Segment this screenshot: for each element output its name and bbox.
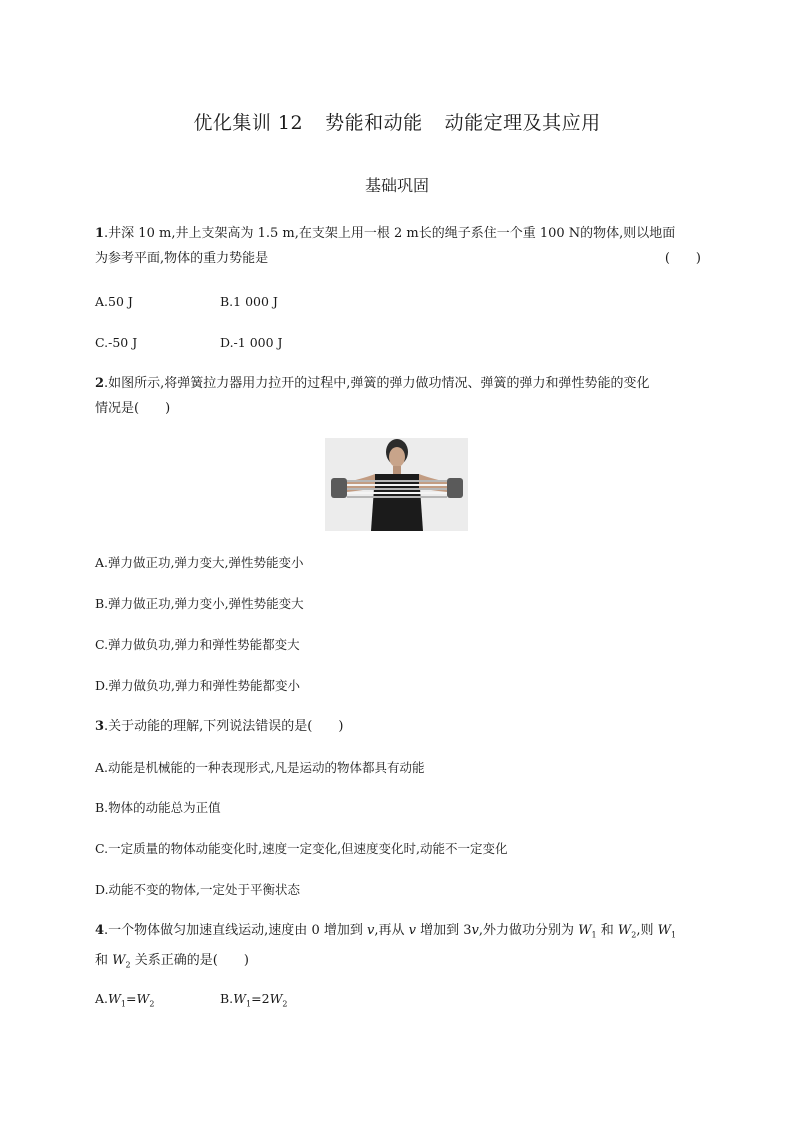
option-letter: B. bbox=[220, 991, 234, 1006]
question-number: 2 bbox=[95, 376, 105, 391]
q4-option-a bbox=[95, 991, 154, 1009]
question-number: 3 bbox=[95, 719, 105, 734]
question-4-line1 bbox=[95, 918, 701, 948]
q2-option-d: D.弹力做负功,弹力和弹性势能都变小 bbox=[95, 678, 301, 693]
page-title bbox=[0, 108, 794, 135]
question-1-line2 bbox=[95, 246, 701, 271]
work-symbol: W bbox=[657, 923, 671, 938]
question-number: 1 bbox=[95, 226, 105, 241]
q2-option-a: A.弹力做正功,弹力变大,弹性势能变小 bbox=[95, 555, 304, 570]
question-text: 情况是( ) bbox=[95, 401, 171, 416]
question-text: .井深 10 m,井上支架高为 1.5 m,在支架上用一根 2 m长的绳子系住一个重 100 N的物体,则以地面 bbox=[104, 226, 676, 241]
question-text: .关于动能的理解,下列说法错误的是( ) bbox=[104, 719, 344, 734]
q1-option-b: B.1 000 J bbox=[220, 294, 278, 309]
q2-option-b: B.弹力做正功,弹力变小,弹性势能变大 bbox=[95, 596, 304, 611]
work-symbol: W bbox=[269, 991, 283, 1006]
subscript: 2 bbox=[631, 930, 637, 940]
equals-sign: = bbox=[125, 991, 137, 1006]
question-number: 4 bbox=[95, 923, 105, 938]
subscript: 1 bbox=[591, 930, 597, 940]
question-3 bbox=[95, 714, 701, 739]
question-text: ,则 bbox=[636, 923, 658, 938]
q3-option-a: A.动能是机械能的一种表现形式,凡是运动的物体都具有动能 bbox=[95, 760, 425, 775]
q4-option-b bbox=[220, 991, 288, 1009]
subscript: 2 bbox=[125, 960, 131, 970]
question-2 bbox=[95, 371, 701, 421]
question-2-line2 bbox=[95, 396, 701, 421]
q2-option-c: C.弹力做负功,弹力和弹性势能都变大 bbox=[95, 637, 300, 652]
work-symbol: W bbox=[578, 923, 592, 938]
velocity-symbol: v bbox=[408, 923, 416, 938]
q1-option-d: D.-1 000 J bbox=[220, 335, 283, 350]
q3-option-c: C.一定质量的物体动能变化时,速度一定变化,但速度变化时,动能不一定变化 bbox=[95, 841, 508, 856]
question-3-line1 bbox=[95, 714, 701, 739]
question-text: 增加到 3 bbox=[415, 923, 472, 938]
subscript: 1 bbox=[670, 930, 677, 940]
question-text: 和 bbox=[596, 923, 618, 938]
title-part-subtopic: 动能定理及其应用 bbox=[444, 112, 601, 134]
work-symbol: W bbox=[136, 991, 150, 1006]
velocity-symbol: v bbox=[471, 923, 479, 938]
man-with-spring-expander-illustration bbox=[325, 438, 468, 531]
section-heading: 基础巩固 bbox=[364, 176, 429, 195]
subscript: 2 bbox=[149, 999, 155, 1009]
subscript: 2 bbox=[282, 999, 288, 1009]
question-text: 关系正确的是( ) bbox=[130, 952, 249, 968]
title-part-topic: 势能和动能 bbox=[325, 112, 423, 134]
q1-option-a: A.50 J bbox=[95, 294, 133, 309]
work-symbol: W bbox=[233, 991, 247, 1006]
question-1 bbox=[95, 221, 701, 271]
subscript: 1 bbox=[120, 999, 126, 1009]
question-2-line1 bbox=[95, 371, 701, 396]
question-text: .如图所示,将弹簧拉力器用力拉开的过程中,弹簧的弹力做功情况、弹簧的弹力和弹性势能的变化 bbox=[104, 376, 650, 391]
work-symbol: W bbox=[112, 952, 126, 968]
title-part-collection: 优化集训 12 bbox=[193, 112, 304, 134]
work-symbol: W bbox=[617, 923, 632, 938]
equals-sign: = bbox=[251, 991, 262, 1006]
question-text: 和 bbox=[95, 952, 113, 968]
work-symbol: W bbox=[108, 991, 121, 1006]
question-1-line1 bbox=[95, 221, 701, 246]
spring-expander-photo bbox=[325, 438, 468, 531]
question-text: 为参考平面,物体的重力势能是 bbox=[95, 251, 269, 266]
subscript: 1 bbox=[246, 999, 252, 1009]
answer-blank: ( ) bbox=[664, 251, 701, 266]
question-4 bbox=[95, 918, 701, 977]
velocity-symbol: v bbox=[366, 923, 375, 938]
option-letter: A. bbox=[95, 991, 109, 1006]
question-text: ,再从 bbox=[374, 923, 409, 938]
q3-option-b: B.物体的动能总为正值 bbox=[95, 800, 221, 815]
q1-option-c: C.-50 J bbox=[95, 335, 138, 350]
question-4-line2 bbox=[95, 948, 701, 978]
question-text: .一个物体做匀加速直线运动,速度由 0 增加到 bbox=[104, 923, 367, 938]
q3-option-d: D.动能不变的物体,一定处于平衡状态 bbox=[95, 882, 301, 897]
coefficient: 2 bbox=[261, 991, 270, 1006]
question-text: ,外力做功分别为 bbox=[478, 923, 579, 938]
